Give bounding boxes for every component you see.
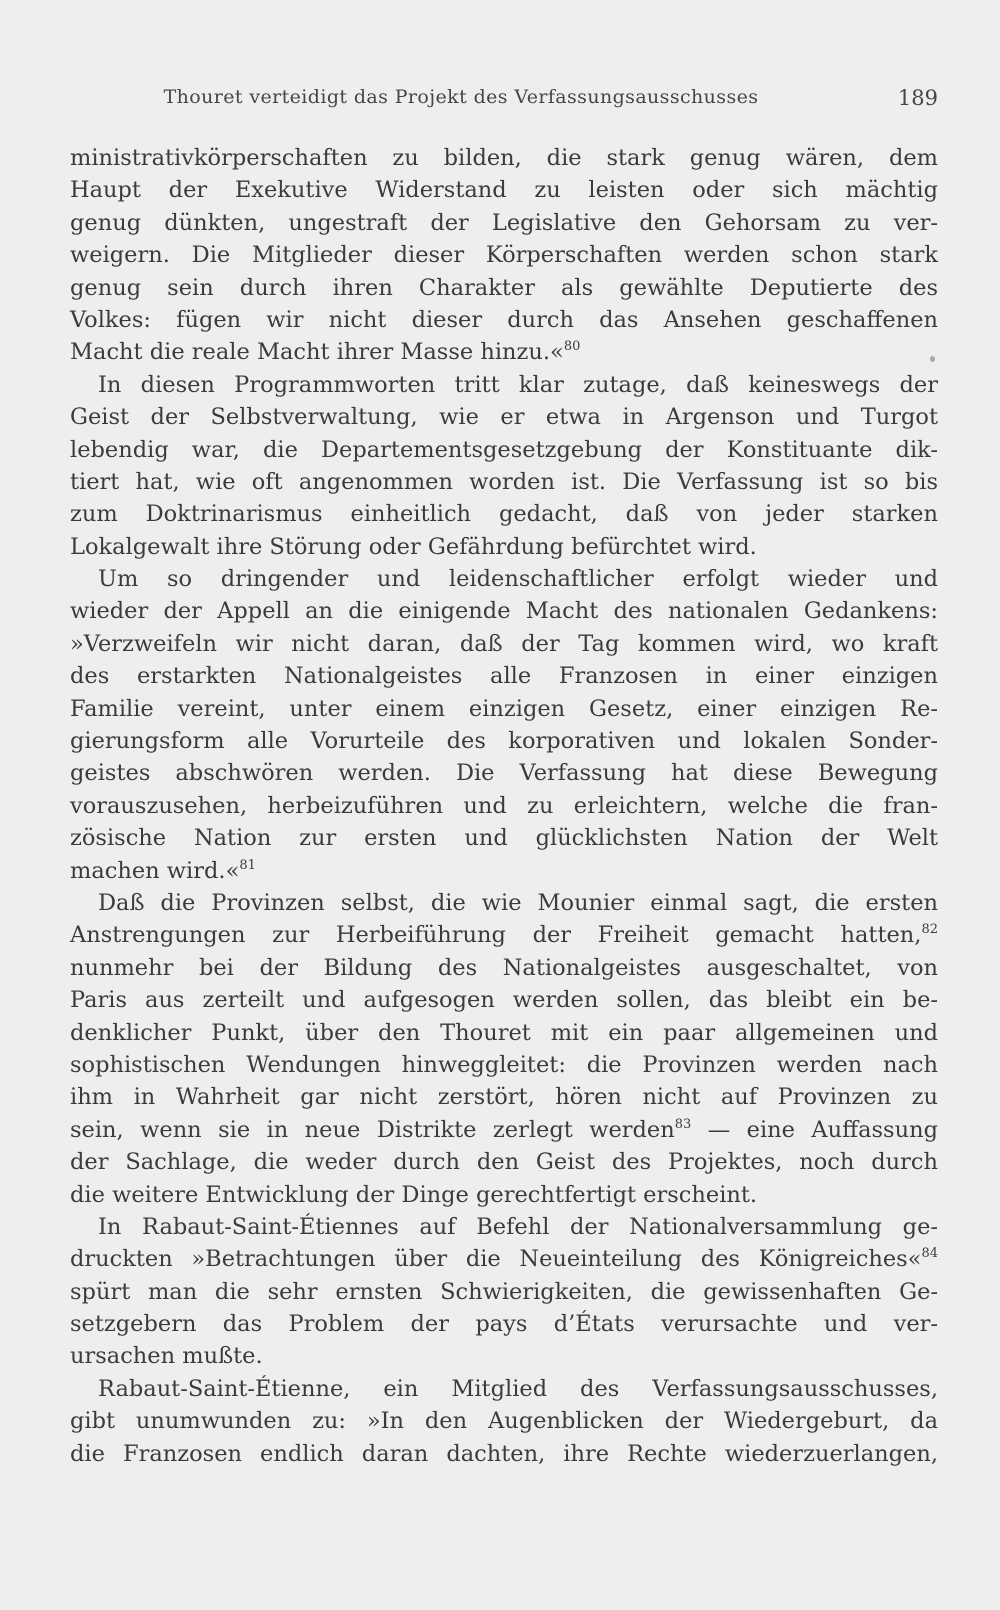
- line-text: wieder der Appell an die einigende Macht des nationalen Gedankens:: [70, 598, 938, 625]
- line-text: genug dünkten, ungestraft der Legislative den Gehorsam zu ver-: [70, 209, 938, 236]
- text-line: [70, 174, 938, 206]
- text-line: [70, 628, 938, 660]
- running-title: Thouret verteidigt das Projekt des Verfassungsausschusses: [163, 86, 759, 108]
- text-line: [70, 531, 938, 563]
- text-line: [70, 1179, 938, 1211]
- line-text: die Franzosen endlich daran dachten, ihre Rechte wiederzuerlangen,: [70, 1440, 938, 1467]
- text-line: [70, 919, 938, 951]
- footnote-marker: 84: [921, 1246, 938, 1262]
- line-text: spürt man die sehr ernsten Schwierigkeiten, die gewissenhaften Ge-: [70, 1278, 938, 1305]
- line-text: Anstrengungen zur Herbeiführung der Freiheit gemacht hatten,: [70, 922, 922, 949]
- text-line: [70, 1243, 938, 1275]
- text-line: [70, 855, 938, 887]
- line-text: tiert hat, wie oft angenommen worden ist. Die Verfassung ist so bis: [70, 468, 938, 495]
- line-text: gibt unumwunden zu: »In den Augenblicken der Wiedergeburt, da: [70, 1408, 938, 1435]
- text-line: [70, 369, 938, 401]
- text-line: [70, 1017, 938, 1049]
- text-line: [70, 207, 938, 239]
- line-text: ihm in Wahrheit gar nicht zerstört, hören nicht auf Provinzen zu: [70, 1084, 938, 1111]
- text-line: [70, 984, 938, 1016]
- line-text: Paris aus zerteilt und aufgesogen werden sollen, das bleibt ein be-: [70, 987, 938, 1014]
- text-line: [70, 1438, 938, 1470]
- text-line: [70, 1146, 938, 1178]
- line-text: Macht die reale Macht ihrer Masse hinzu.«: [70, 339, 564, 366]
- line-text: vorauszusehen, herbeizuführen und zu erleichtern, welche die fran-: [70, 792, 938, 819]
- text-line: [70, 466, 938, 498]
- line-text: lebendig war, die Departementsgesetzgebung der Konstituante dik-: [70, 436, 938, 463]
- text-line: [70, 725, 938, 757]
- text-line: [70, 1049, 938, 1081]
- footnote-marker: 80: [563, 339, 581, 355]
- text-line: [70, 401, 938, 433]
- text-line: [70, 1211, 938, 1243]
- line-text: der Sachlage, die weder durch den Geist des Projektes, noch durch: [70, 1149, 938, 1176]
- line-text: ministrativkörperschaften zu bilden, die stark genug wären, dem: [70, 145, 938, 171]
- text-line: [70, 595, 938, 627]
- text-line: [70, 1276, 938, 1308]
- line-text: zum Doktrinarismus einheitlich gedacht, daß von jeder starken: [70, 501, 938, 528]
- page-number: 189: [897, 86, 938, 110]
- text-line: [70, 790, 938, 822]
- footnote-marker: 83: [674, 1116, 692, 1132]
- line-text: zösische Nation zur ersten und glücklichsten Nation der Welt: [70, 825, 938, 852]
- line-text: sophistischen Wendungen hinweggleitet: die Provinzen werden nach: [70, 1051, 938, 1078]
- line-text: In Rabaut-Saint-Étiennes auf Befehl der Nationalversammlung ge-: [98, 1213, 938, 1240]
- line-text: druckten »Betrachtungen über die Neueinteilung des Königreiches«: [70, 1246, 922, 1273]
- line-text: die weitere Entwicklung der Dinge gerechtfertigt erscheint.: [70, 1181, 758, 1208]
- line-text-continued: — eine Auffassung: [691, 1116, 938, 1143]
- line-text: sein, wenn sie in neue Distrikte zerlegt werden: [70, 1116, 675, 1143]
- line-text: weigern. Die Mitglieder dieser Körperschaften werden schon stark: [70, 242, 938, 269]
- page-header: [70, 86, 938, 116]
- text-line: [70, 660, 938, 692]
- line-text: setzgebern das Problem der pays d’États verursachte und ver-: [70, 1311, 938, 1338]
- line-text: denklicher Punkt, über den Thouret mit ein paar allgemeinen und: [70, 1019, 938, 1046]
- line-text: In diesen Programmworten tritt klar zutage, daß keineswegs der: [98, 371, 938, 398]
- line-text: Haupt der Exekutive Widerstand zu leisten oder sich mächtig: [70, 177, 938, 204]
- text-line: [70, 434, 938, 466]
- line-text: Daß die Provinzen selbst, die wie Mounier einmal sagt, die ersten: [98, 889, 938, 916]
- line-text: Familie vereint, unter einem einzigen Gesetz, einer einzigen Re-: [70, 695, 938, 722]
- line-text: Lokalgewalt ihre Störung oder Gefährdung befürchtet wird.: [70, 533, 757, 560]
- text-line: [70, 1373, 938, 1405]
- text-line: [70, 1340, 938, 1372]
- text-line: [70, 239, 938, 271]
- line-text: Rabaut-Saint-Étienne, ein Mitglied des Verfassungsausschusses,: [98, 1375, 938, 1402]
- text-line: [70, 1081, 938, 1113]
- text-line: [70, 272, 938, 304]
- footnote-marker: 82: [921, 922, 938, 938]
- text-line: [70, 304, 938, 336]
- text-line: [70, 563, 938, 595]
- body-text: [70, 142, 938, 1470]
- ink-spot: [930, 356, 935, 362]
- line-text: machen wird.«: [70, 857, 240, 884]
- text-line: [70, 822, 938, 854]
- line-text: Um so dringender und leidenschaftlicher erfolgt wieder und: [98, 566, 938, 593]
- text-line: [70, 336, 938, 368]
- text-line: [70, 1308, 938, 1340]
- text-line: [70, 142, 938, 174]
- line-text: nunmehr bei der Bildung des Nationalgeistes ausgeschaltet, von: [70, 954, 938, 981]
- footnote-marker: 81: [239, 857, 256, 873]
- text-line: [70, 693, 938, 725]
- text-line: [70, 1114, 938, 1146]
- line-text: gierungsform alle Vorurteile des korporativen und lokalen Sonder-: [70, 728, 938, 755]
- text-line: [70, 1405, 938, 1437]
- line-text: geistes abschwören werden. Die Verfassung hat diese Bewegung: [70, 760, 938, 787]
- line-text: Volkes: fügen wir nicht dieser durch das Ansehen geschaffenen: [70, 306, 938, 333]
- line-text: ursachen mußte.: [70, 1343, 263, 1370]
- text-line: [70, 952, 938, 984]
- line-text: genug sein durch ihren Charakter als gewählte Deputierte des: [70, 274, 938, 301]
- line-text: »Verzweifeln wir nicht daran, daß der Tag kommen wird, wo kraft: [70, 630, 938, 657]
- line-text: Geist der Selbstverwaltung, wie er etwa in Argenson und Turgot: [70, 404, 938, 431]
- text-line: [70, 757, 938, 789]
- text-line: [70, 498, 938, 530]
- line-text: des erstarkten Nationalgeistes alle Franzosen in einer einzigen: [70, 663, 938, 690]
- text-line: [70, 887, 938, 919]
